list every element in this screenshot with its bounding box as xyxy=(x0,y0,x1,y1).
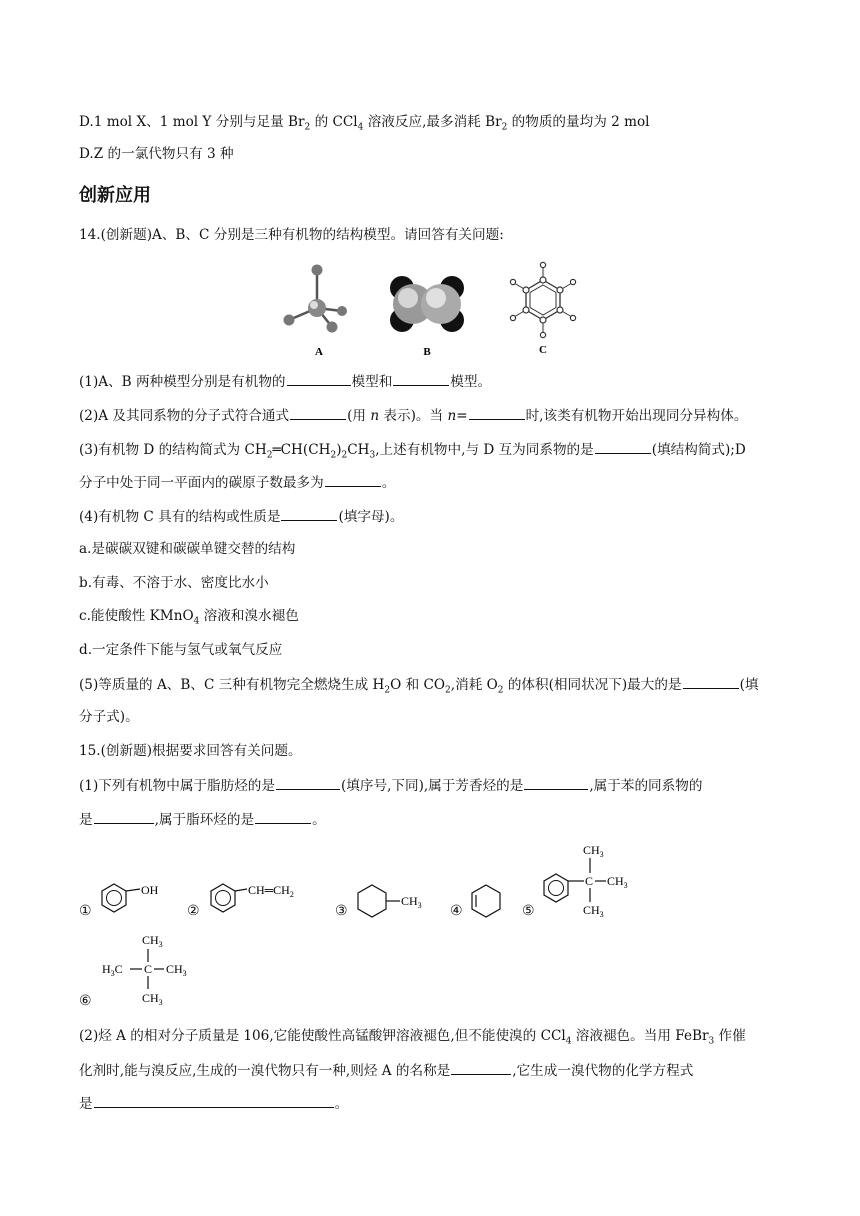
model-b-space-filling xyxy=(390,276,464,358)
label-4: ④ xyxy=(450,903,463,919)
q15-part-1-cont: 是 ,属于脂环烃的是 。 xyxy=(79,812,326,828)
central-carbon: C xyxy=(144,962,153,976)
methyl-right: $CH_3$ xyxy=(607,874,628,890)
answer-blank[interactable] xyxy=(276,776,340,790)
answer-blank[interactable] xyxy=(393,372,449,386)
option-a: a.是碳碳双键和碳碳单键交替的结构 xyxy=(79,541,296,557)
central-carbon: C xyxy=(585,874,594,888)
structure-styrene xyxy=(205,878,320,918)
label-6: ⑥ xyxy=(79,993,92,1009)
model-a-ball-and-stick xyxy=(284,265,348,359)
methyl-top: $CH_3$ xyxy=(583,843,604,859)
answer-blank[interactable] xyxy=(325,473,381,487)
answer-blank[interactable] xyxy=(595,440,651,454)
option-d-x-y-line: D.1 mol X、1 mol Y 分别与足量 $Br_2$ 的 CCl$_4$ 溶液反应,最多消耗 $Br_2$ 的物质的量均为 2 mol xyxy=(79,114,650,133)
structure-tert-butylbenzene xyxy=(540,838,650,922)
q14-part-5-cont: 分子式)。 xyxy=(79,709,139,725)
question-14-stem: 14.(创新题)A、B、C 分别是三种有机物的结构模型。请回答有关问题: xyxy=(79,227,504,243)
answer-blank[interactable] xyxy=(290,406,346,420)
option-d: d.一定条件下能与氢气或氧气反应 xyxy=(79,642,283,658)
answer-blank[interactable] xyxy=(255,810,311,824)
label-3: ③ xyxy=(335,903,348,919)
methyl-left: $H_3C$ xyxy=(102,962,123,978)
q14-part-4: (4)有机物 C 具有的结构或性质是 (填字母)。 xyxy=(79,509,404,525)
structure-phenol xyxy=(96,878,176,918)
oh-group: OH xyxy=(141,883,159,897)
structure-methylcyclohexane xyxy=(352,880,437,922)
model-a-label: A xyxy=(315,346,323,358)
label-2: ② xyxy=(187,903,200,919)
model-c-benzene-ball-and-stick xyxy=(510,262,575,356)
q14-part-1: (1)A、B 两种模型分别是有机物的 模型和 模型。 xyxy=(79,374,492,390)
option-b: b.有毒、不溶于水、密度比水小 xyxy=(79,575,269,591)
structure-cyclohexene xyxy=(468,880,508,922)
q14-part-3-cont: 分子中处于同一平面内的碳原子数最多为 。 xyxy=(79,475,396,491)
methyl-bottom: $CH_3$ xyxy=(142,991,163,1007)
q15-part-1: (1)下列有机物中属于脂肪烃的是 (填序号,下同),属于芳香烃的是 ,属于苯的同系物的 xyxy=(79,778,703,794)
label-1: ① xyxy=(79,903,92,919)
answer-blank[interactable] xyxy=(94,1094,334,1108)
methyl-right: $CH_3$ xyxy=(166,962,187,978)
vinyl-group: $CH═CH_2$ xyxy=(248,883,294,899)
model-c-label: C xyxy=(539,344,547,356)
methyl-group: $CH_3$ xyxy=(401,894,422,910)
q14-part-3: (3)有机物 D 的结构简式为 $CH_2═CH(CH_2)_2CH_3$,上述有机物中,与 D 互为同系物的是 (填结构简式);D xyxy=(79,442,746,461)
methyl-bottom: $CH_3$ xyxy=(583,903,604,919)
q15-part-2: (2)烃 A 的相对分子质量是 106,它能使酸性高锰酸钾溶液褪色,但不能使溴的 CCl$_4$ 溶液褪色。当用 FeBr$_3$ 作催 xyxy=(79,1028,746,1047)
methyl-top: $CH_3$ xyxy=(142,933,163,949)
structure-models-figure xyxy=(270,258,590,358)
option-c: c.能使酸性 KMnO$_4$ 溶液和溴水褪色 xyxy=(79,608,299,627)
question-15-stem: 15.(创新题)根据要求回答有关问题。 xyxy=(79,743,302,759)
answer-blank[interactable] xyxy=(281,507,337,521)
model-b-label: B xyxy=(423,346,431,358)
answer-blank[interactable] xyxy=(287,372,351,386)
q14-part-5: (5)等质量的 A、B、C 三种有机物完全燃烧生成 $H_2O$ 和 $CO_2$,消耗 $O_2$ 的体积(相同状况下)最大的是 (填 xyxy=(79,677,759,696)
answer-blank[interactable] xyxy=(683,675,739,689)
option-d-z-line: D.Z 的一氯代物只有 3 种 xyxy=(79,146,234,162)
q15-part-2-end: 是 。 xyxy=(79,1096,349,1112)
structure-neopentane xyxy=(100,928,210,1008)
answer-blank[interactable] xyxy=(94,810,154,824)
q14-part-2: (2)A 及其同系物的分子式符合通式 (用 n 表示)。当 n= 时,该类有机物开始出现同分异构体。 xyxy=(79,408,748,424)
answer-blank[interactable] xyxy=(469,406,525,420)
q15-part-2-cont: 化剂时,能与溴反应,生成的一溴代物只有一种,则烃 A 的名称是 ,它生成一溴代物的化学方程式 xyxy=(79,1063,694,1079)
section-heading: 创新应用 xyxy=(79,185,151,206)
label-5: ⑤ xyxy=(522,903,535,919)
answer-blank[interactable] xyxy=(524,776,588,790)
answer-blank[interactable] xyxy=(451,1061,511,1075)
